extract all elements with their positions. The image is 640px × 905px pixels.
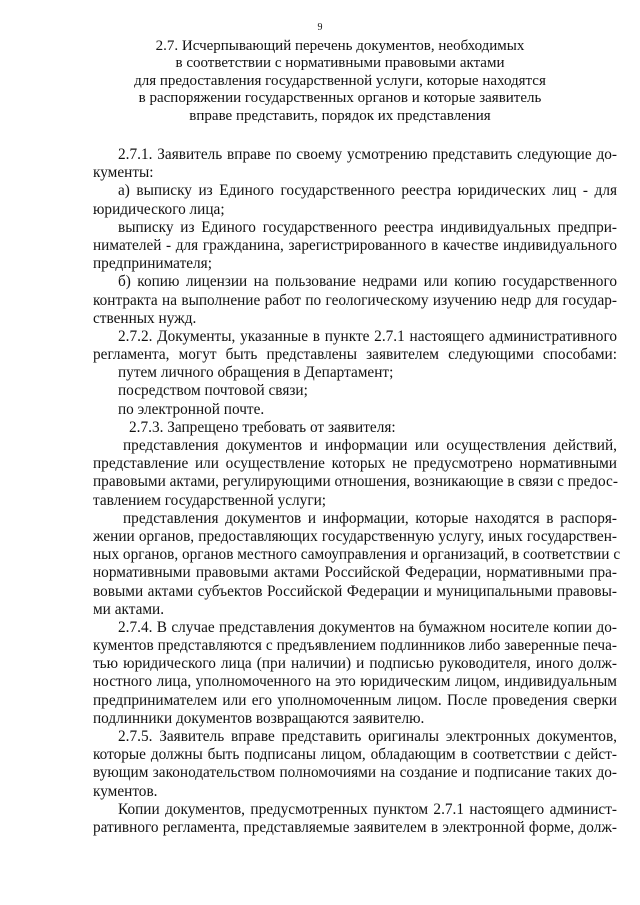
text-line: ностного лица, уполномоченного на это юридическим лицом, индивидуальным [93,673,617,691]
text-line: жении органов, предоставляющих государственную услугу, иных государствен- [93,527,617,545]
page-number: 9 [317,22,323,33]
text-line: представления документов и информации, которые находятся в распоря- [123,509,617,527]
text-line: предпринимателя; [93,255,212,273]
text-line: а) выписку из Единого государственного реестра юридических лиц - для [118,182,617,200]
text-line: нормативными правовыми актами Российской Федерации, нормативными пра- [93,564,617,582]
text-line: ми актами. [93,600,165,618]
section-heading [60,38,620,125]
text-line: подлинники документов возвращаются заявителю. [93,709,425,727]
text-line: вующим законодательством полномочиями на создание и подписание таких до- [93,764,617,782]
text-line: кументов представляются с предъявлением подлинников либо заверенные печа- [93,637,617,655]
text-line: 2.7.1. Заявитель вправе по своему усмотрению представить следующие до- [118,146,617,163]
text-line: предпринимателем или его уполномоченным лицом. После проведения сверки [93,691,617,709]
text-line: ративного регламента, представляемые заявителем в электронной форме, долж- [93,818,617,836]
text-line: регламента, могут быть представлены заявителем следующими способами: [93,346,617,364]
text-line: кументов. [93,782,158,800]
text-line: вовыми актами субъектов Российской Федерации и муниципальными правовы- [93,582,617,600]
heading-line: в распоряжении государственных органов и которые заявитель [138,90,542,107]
text-line: представление или осуществление которых не предусмотрено нормативными [93,455,617,473]
text-line: нимателей - для гражданина, зарегистрированного в качестве индивидуального [93,236,617,254]
text-line: правовыми актами, регулирующими отношения, возникающие в связи с предос- [93,473,618,491]
text-line: выписку из Единого государственного реестра индивидуальных предпри- [118,218,617,236]
text-line: ственных нужд. [93,309,197,327]
text-line: тавлением государственной услуги; [93,491,327,509]
text-line: по электронной почте. [118,400,265,418]
heading-line: вправе представить, порядок их представления [189,107,491,124]
heading-line: в соответствии с нормативными правовыми актами [175,55,505,72]
text-line: 2.7.3. Запрещено требовать от заявителя: [129,418,396,436]
text-line: б) копию лицензии на пользование недрами или копию государственного [118,273,617,291]
text-line: ных органов, органов местного самоуправления и организаций, в соответствии с [93,546,621,564]
text-line: юридического лица; [93,200,225,218]
text-line: 2.7.2. Документы, указанные в пункте 2.7.1 настоящего административного [118,327,617,345]
document-body [93,146,621,837]
text-line: Копии документов, предусмотренных пунктом 2.7.1 настоящего админист- [118,800,617,818]
text-line: 2.7.5. Заявитель вправе представить оригиналы электронных документов, [118,728,617,745]
heading-line: 2.7. Исчерпывающий перечень документов, необходимых [155,38,525,54]
heading-line: для предоставления государственной услуги, которые находятся [134,72,546,89]
text-line: посредством почтовой связи; [118,382,308,400]
text-line: путем личного обращения в Департамент; [118,364,394,382]
text-line: представления документов и информации или осуществления действий, [123,437,617,454]
text-line: которые должны быть подписаны лицом, обладающим в соответствии с дейст- [93,746,617,764]
text-line: кументы: [93,164,154,182]
text-line: тью юридического лица (при наличии) и подписью руководителя, иного долж- [93,655,617,673]
text-line: контракта на выполнение работ по геологическому изучению недр для государ- [93,291,617,309]
text-line: 2.7.4. В случае представления документов на бумажном носителе копии до- [118,618,617,636]
